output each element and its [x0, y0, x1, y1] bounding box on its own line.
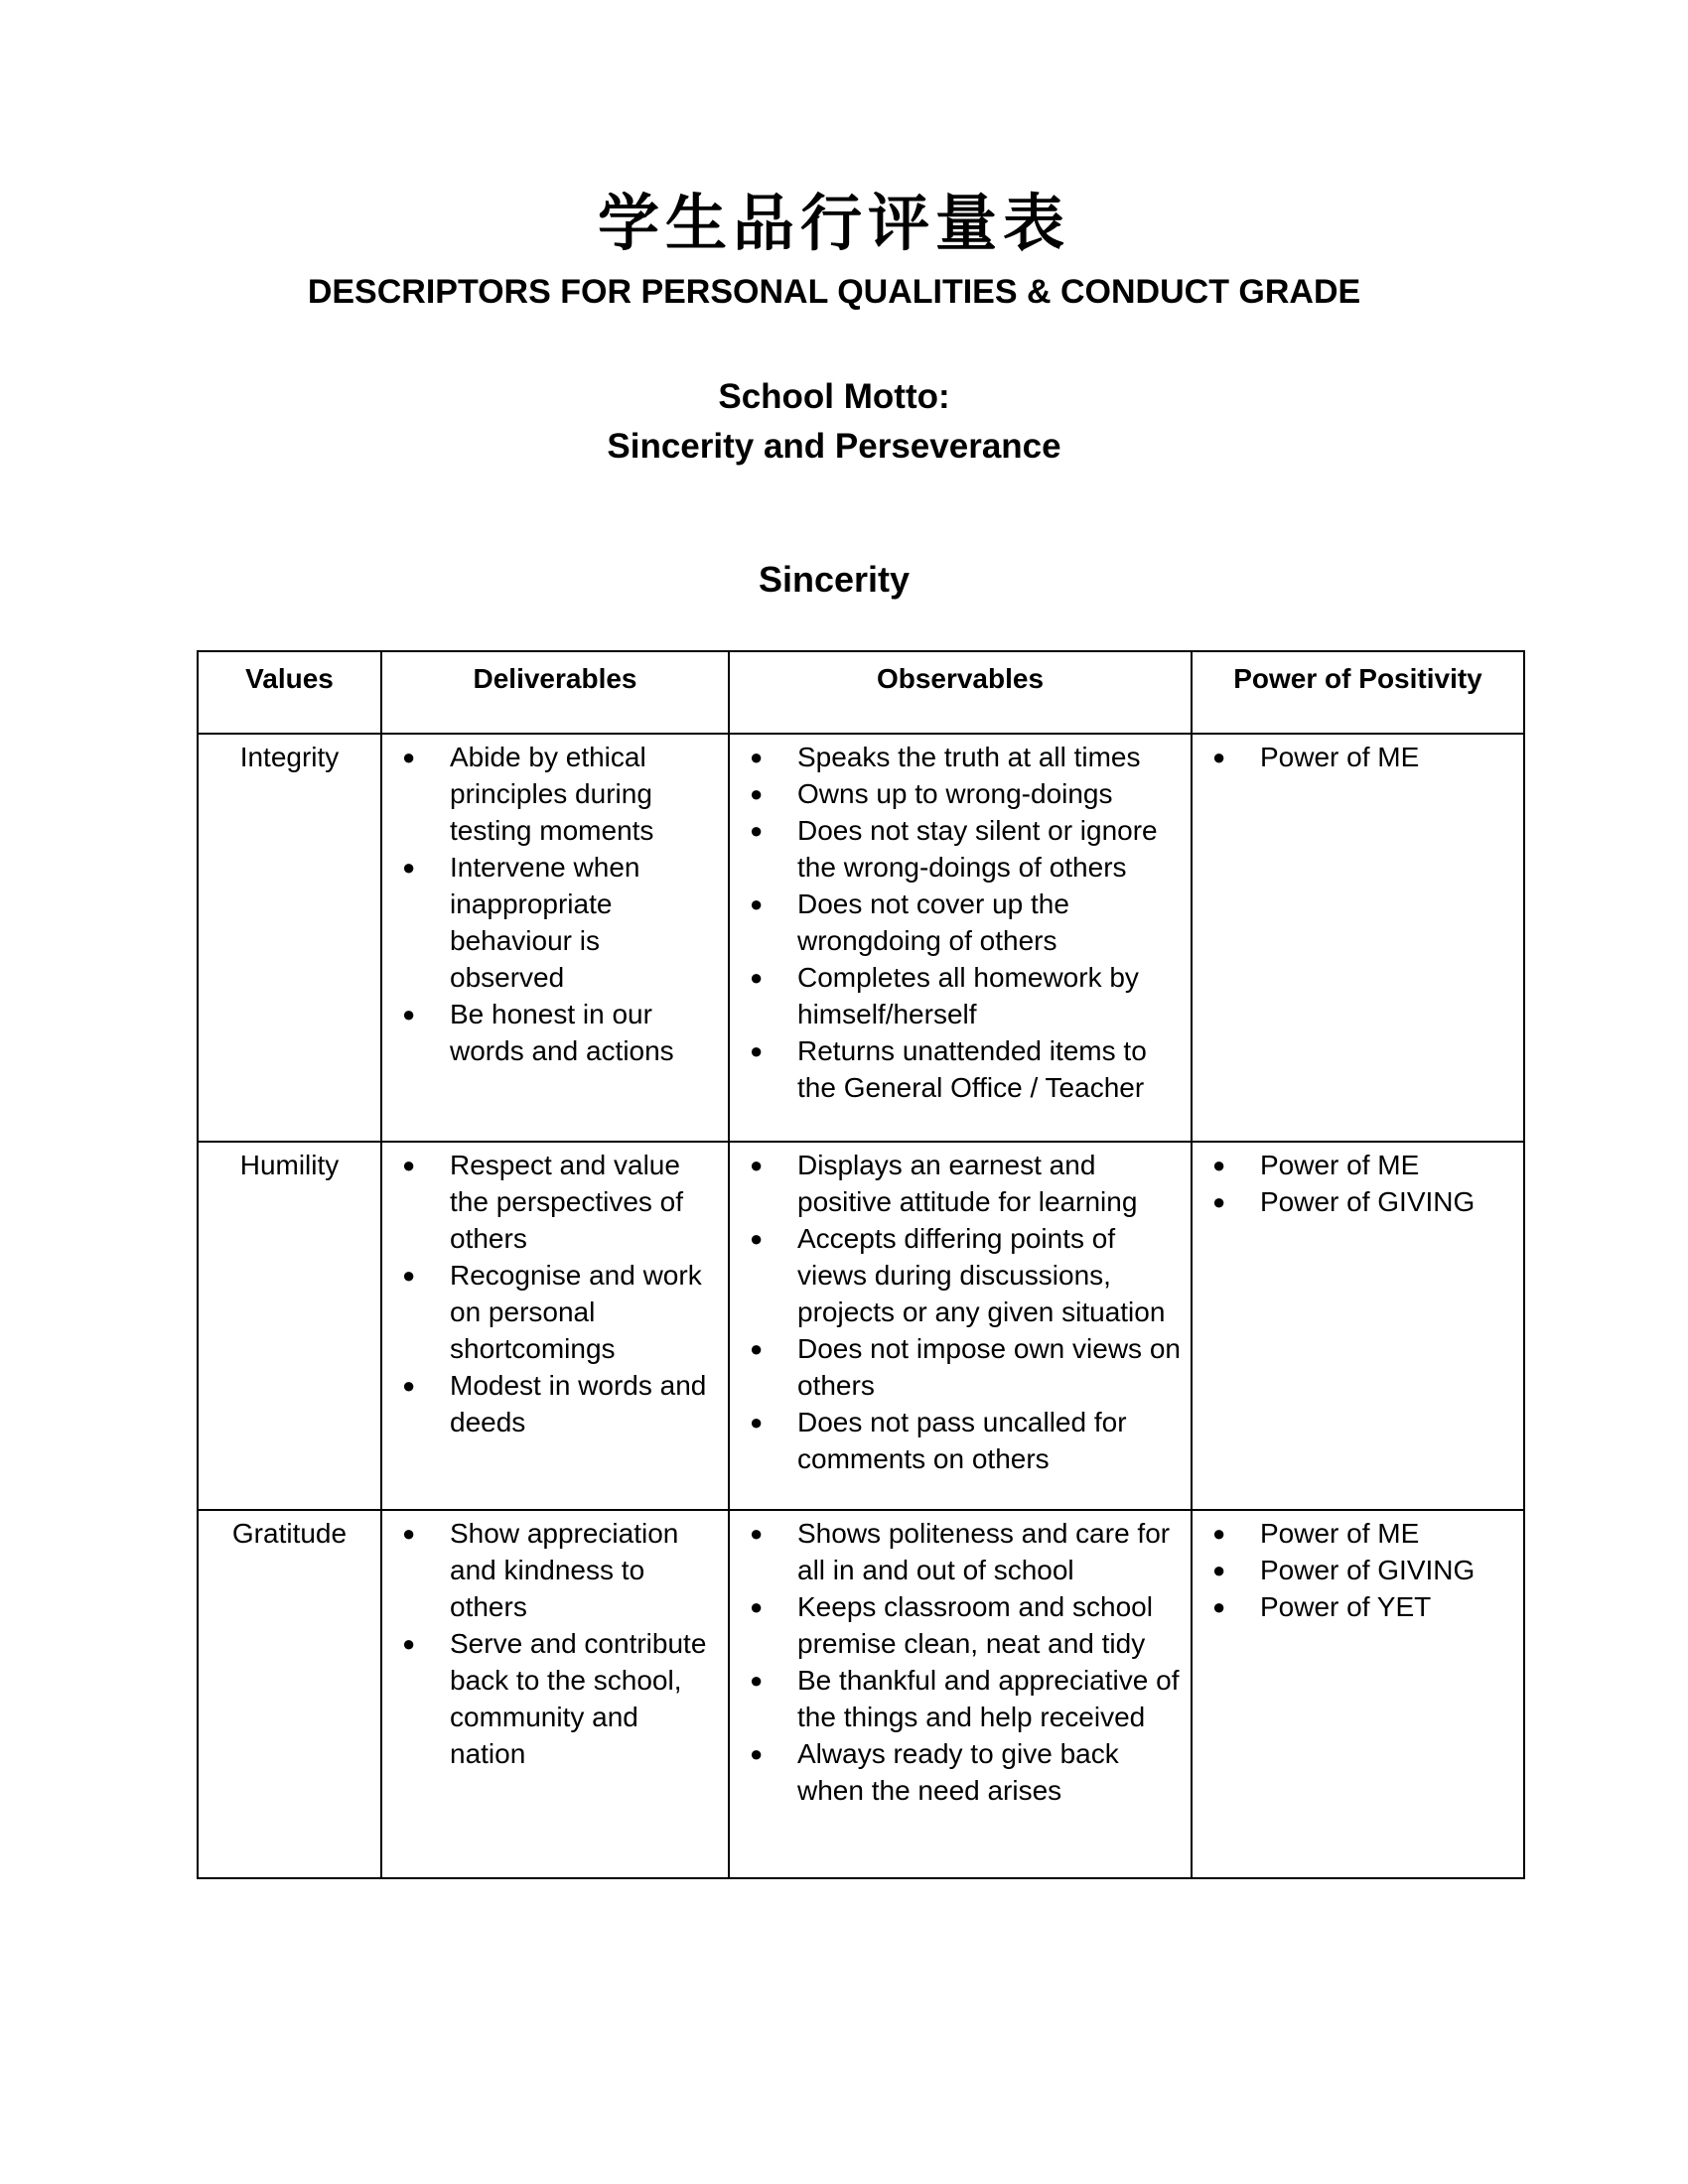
qualities-table [197, 650, 1525, 1879]
list-item: ● Power of ME [1202, 739, 1513, 775]
bullet-icon: ● [402, 745, 416, 769]
bullet-icon: ● [1212, 745, 1226, 769]
list-item: ● Does not stay silent or ignore the wrong-doings of others [740, 812, 1181, 886]
list-item: ● Power of GIVING [1202, 1183, 1513, 1220]
bullet-icon: ● [1212, 1153, 1226, 1177]
list-item: ● Owns up to wrong-doings [740, 775, 1181, 812]
bullet-icon: ● [402, 855, 416, 880]
deliverables-cell [381, 1142, 729, 1510]
list-item: ● Does not impose own views on others [740, 1330, 1181, 1404]
column-header-values: Values [198, 651, 381, 734]
list-item: ● Respect and value the perspectives of others [392, 1147, 718, 1257]
bullet-icon: ● [750, 1668, 764, 1693]
observables-cell [729, 1510, 1192, 1878]
list-item: ● Be thankful and appreciative of the things and help received [740, 1662, 1181, 1735]
value-cell: Humility [198, 1142, 381, 1510]
list-item: ● Power of YET [1202, 1588, 1513, 1625]
positivity-cell [1192, 1510, 1524, 1878]
bullet-icon: ● [1212, 1558, 1226, 1582]
bullet-icon: ● [402, 1002, 416, 1026]
positivity-cell [1192, 734, 1524, 1142]
bullet-icon: ● [402, 1263, 416, 1288]
value-cell: Gratitude [198, 1510, 381, 1878]
bullet-icon: ● [750, 891, 764, 916]
list-item: ● Shows politeness and care for all in and out of school [740, 1515, 1181, 1588]
list-item: ● Power of ME [1202, 1515, 1513, 1552]
table-row [198, 1142, 1524, 1510]
section-title: Sincerity [758, 559, 911, 600]
bullet-icon: ● [750, 1521, 764, 1546]
list-item: ● Does not pass uncalled for comments on others [740, 1404, 1181, 1477]
list-item: ● Power of ME [1202, 1147, 1513, 1183]
bullet-icon: ● [402, 1373, 416, 1398]
motto-text: Sincerity and Perseverance [607, 427, 1061, 466]
observables-cell [729, 1142, 1192, 1510]
list-item: ● Be honest in our words and actions [392, 996, 718, 1069]
bullet-icon: ● [750, 1226, 764, 1251]
bullet-icon: ● [402, 1153, 416, 1177]
list-item: ● Show appreciation and kindness to others [392, 1515, 718, 1625]
list-item: ● Displays an earnest and positive attitude for learning [740, 1147, 1181, 1220]
motto-label: School Motto: [718, 377, 950, 416]
list-item: ● Intervene when inappropriate behaviour is observed [392, 849, 718, 996]
bullet-icon: ● [402, 1631, 416, 1656]
chinese-title: 学生品行评量表 [597, 187, 1070, 259]
column-header-power-of-positivity: Power of Positivity [1192, 651, 1524, 734]
list-item: ● Serve and contribute back to the school, community and nation [392, 1625, 718, 1772]
school-motto [0, 372, 1668, 472]
bullet-icon: ● [750, 965, 764, 990]
bullet-icon: ● [1212, 1594, 1226, 1619]
bullet-icon: ● [750, 1038, 764, 1063]
list-item: ● Keeps classroom and school premise clean, neat and tidy [740, 1588, 1181, 1662]
bullet-icon: ● [750, 1153, 764, 1177]
column-header-observables: Observables [729, 651, 1192, 734]
english-title: DESCRIPTORS FOR PERSONAL QUALITIES & CONDUCT GRADE [307, 273, 1361, 311]
list-item: ● Always ready to give back when the need arises [740, 1735, 1181, 1809]
list-item: ● Modest in words and deeds [392, 1367, 718, 1440]
table-header-row [198, 651, 1524, 734]
observables-cell [729, 734, 1192, 1142]
bullet-icon: ● [750, 818, 764, 843]
bullet-icon: ● [750, 1594, 764, 1619]
list-item: ● Accepts differing points of views during discussions, projects or any given situation [740, 1220, 1181, 1330]
list-item: ● Returns unattended items to the General Office / Teacher [740, 1032, 1181, 1106]
value-cell: Integrity [198, 734, 381, 1142]
column-header-deliverables: Deliverables [381, 651, 729, 734]
positivity-cell [1192, 1142, 1524, 1510]
list-item: ● Recognise and work on personal shortcomings [392, 1257, 718, 1367]
bullet-icon: ● [1212, 1521, 1226, 1546]
bullet-icon: ● [750, 781, 764, 806]
bullet-icon: ● [750, 1410, 764, 1434]
bullet-icon: ● [750, 745, 764, 769]
list-item: ● Power of GIVING [1202, 1552, 1513, 1588]
table-row [198, 1510, 1524, 1878]
table-row [198, 734, 1524, 1142]
deliverables-cell [381, 1510, 729, 1878]
bullet-icon: ● [1212, 1189, 1226, 1214]
list-item: ● Completes all homework by himself/herself [740, 959, 1181, 1032]
list-item: ● Does not cover up the wrongdoing of others [740, 886, 1181, 959]
list-item: ● Speaks the truth at all times [740, 739, 1181, 775]
bullet-icon: ● [750, 1741, 764, 1766]
list-item: ● Abide by ethical principles during testing moments [392, 739, 718, 849]
bullet-icon: ● [402, 1521, 416, 1546]
deliverables-cell [381, 734, 729, 1142]
bullet-icon: ● [750, 1336, 764, 1361]
